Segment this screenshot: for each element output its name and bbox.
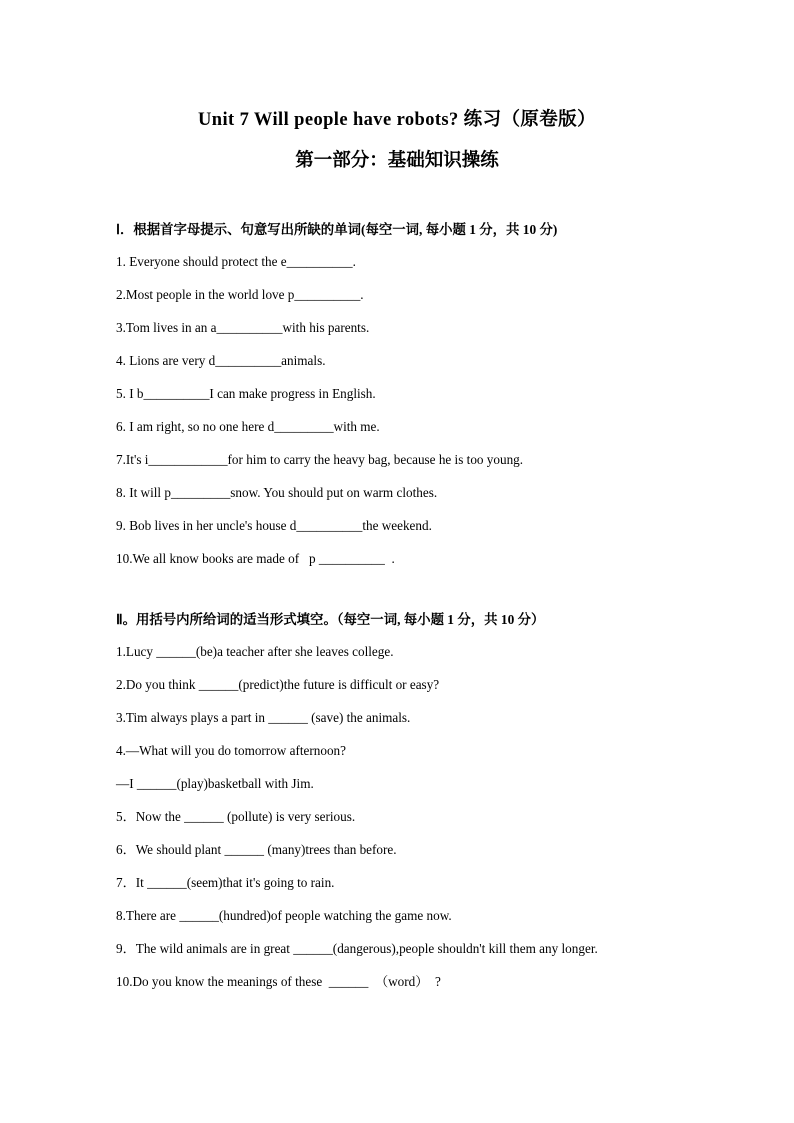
question-item: 4.—What will you do tomorrow afternoon? bbox=[116, 743, 346, 759]
question-item: 5. I b__________I can make progress in English. bbox=[116, 386, 376, 402]
page-title: Unit 7 Will people have robots? 练习（原卷版） bbox=[198, 110, 596, 130]
question-item: —I ______(play)basketball with Jim. bbox=[116, 776, 314, 792]
question-item: 3.Tom lives in an a__________with his parents. bbox=[116, 320, 370, 336]
section-one bbox=[116, 222, 686, 568]
question-item: 10.We all know books are made of p __________ . bbox=[116, 551, 395, 567]
question-item: 1. Everyone should protect the e__________. bbox=[116, 254, 356, 270]
section-one-heading: Ⅰ．根据首字母提示、句意写出所缺的单词(每空一词, 每小题 1 分，共 10 分) bbox=[116, 222, 558, 237]
question-item: 10.Do you know the meanings of these ______ （word） ? bbox=[116, 974, 441, 990]
question-item: 5．Now the ______ (pollute) is very serious. bbox=[116, 809, 356, 825]
question-item: 9. Bob lives in her uncle's house d__________the weekend. bbox=[116, 518, 432, 534]
question-item: 7.It's i____________for him to carry the heavy bag, because he is too young. bbox=[116, 452, 524, 468]
question-item: 2.Most people in the world love p__________. bbox=[116, 287, 364, 303]
page-subtitle: 第一部分：基础知识操练 bbox=[295, 151, 499, 171]
question-item: 7．It ______(seem)that it's going to rain. bbox=[116, 875, 335, 891]
question-item: 8. It will p_________snow. You should put on warm clothes. bbox=[116, 485, 438, 501]
question-item: 6．We should plant ______ (many)trees than before. bbox=[116, 842, 397, 858]
question-item: 3.Tim always plays a part in ______ (save) the animals. bbox=[116, 710, 411, 726]
question-item: 1.Lucy ______(be)a teacher after she leaves college. bbox=[116, 644, 394, 660]
section-divider bbox=[116, 584, 686, 612]
question-item: 2.Do you think ______(predict)the future is difficult or easy? bbox=[116, 677, 440, 693]
question-item: 4. Lions are very d__________animals. bbox=[116, 353, 326, 369]
question-item: 6. I am right, so no one here d_________with me. bbox=[116, 419, 380, 435]
section-two-heading: Ⅱ。用括号内所给词的适当形式填空。（每空一词, 每小题 1 分，共 10 分） bbox=[116, 612, 545, 628]
question-item: 9．The wild animals are in great ______(dangerous),people shouldn't kill them any longer. bbox=[116, 941, 598, 957]
document-body bbox=[116, 222, 686, 1007]
question-item: 8.There are ______(hundred)of people watching the game now. bbox=[116, 908, 452, 924]
section-two bbox=[116, 612, 686, 991]
